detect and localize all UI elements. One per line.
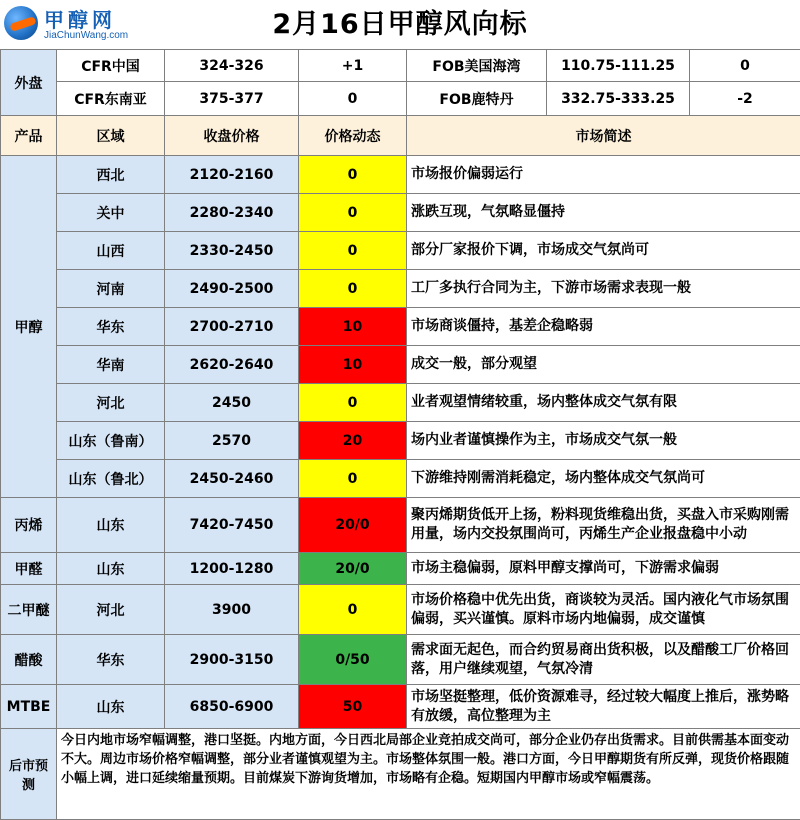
logo-english-name: JiaChunWang.com [44, 30, 128, 41]
column-header-region: 区域 [57, 116, 165, 156]
price-cell: 2900-3150 [165, 635, 299, 685]
outer-cell: CFR东南亚 [57, 82, 165, 116]
price-cell: 1200-1280 [165, 553, 299, 585]
region-cell: 山西 [57, 232, 165, 270]
description-cell: 成交一般，部分观望 [407, 346, 800, 384]
forecast-text: 今日内地市场窄幅调整，港口坚挺。内地方面，今日西北局部企业竞拍成交尚可，部分企业仍存出货需求。目前供需基本面变动不大。周边市场价格窄幅调整，部分业者谨慎观望为主。市场整体氛围一般。港口方面，今日甲醇期货有所反弹，现货价格跟随小幅上调，进口延续缩量预期。目前煤炭下游询货增加，市场略有企稳。短期国内甲醇市场或窄幅震荡。 [57, 729, 800, 820]
outer-cell: 324-326 [165, 50, 299, 82]
column-header-row [1, 116, 800, 156]
change-cell: 10 [299, 308, 407, 346]
description-cell: 市场价格稳中优先出货，商谈较为灵活。国内液化气市场氛围偏弱，买兴谨慎。原料市场内地偏弱，成交谨慎 [407, 585, 800, 635]
forecast-row [1, 729, 800, 820]
region-cell: 河北 [57, 384, 165, 422]
price-cell: 7420-7450 [165, 498, 299, 553]
price-cell: 2620-2640 [165, 346, 299, 384]
table-row [1, 422, 800, 460]
description-cell: 业者观望情绪较重，场内整体成交气氛有限 [407, 384, 800, 422]
region-cell: 华南 [57, 346, 165, 384]
outer-cell: 332.75-333.25 [547, 82, 690, 116]
product-label: 二甲醚 [1, 585, 57, 635]
price-cell: 2330-2450 [165, 232, 299, 270]
price-cell: 2280-2340 [165, 194, 299, 232]
product-label: MTBE [1, 685, 57, 729]
column-header-description: 市场简述 [407, 116, 800, 156]
region-cell: 山东 [57, 498, 165, 553]
table-row [1, 460, 800, 498]
region-cell: 河南 [57, 270, 165, 308]
outer-cell: 0 [690, 50, 800, 82]
change-cell: 0 [299, 194, 407, 232]
region-cell: 华东 [57, 635, 165, 685]
change-cell: 20 [299, 422, 407, 460]
description-cell: 市场坚挺整理，低价资源难寻，经过较大幅度上推后，涨势略有放缓，高位整理为主 [407, 685, 800, 729]
outer-cell: 110.75-111.25 [547, 50, 690, 82]
table-row [1, 232, 800, 270]
forecast-label: 后市预测 [1, 729, 57, 820]
outer-cell: 0 [299, 82, 407, 116]
change-cell: 0 [299, 384, 407, 422]
description-cell: 需求面无起色，而合约贸易商出货积极，以及醋酸工厂价格回落，用户继续观望，气氛冷清 [407, 635, 800, 685]
price-cell: 2120-2160 [165, 156, 299, 194]
outer-cell: FOB鹿特丹 [407, 82, 547, 116]
table-row [1, 194, 800, 232]
table-row [1, 346, 800, 384]
region-cell: 华东 [57, 308, 165, 346]
description-cell: 下游维持刚需消耗稳定，场内整体成交气氛尚可 [407, 460, 800, 498]
outer-cell: -2 [690, 82, 800, 116]
price-cell: 2700-2710 [165, 308, 299, 346]
price-cell: 6850-6900 [165, 685, 299, 729]
price-cell: 2490-2500 [165, 270, 299, 308]
outer-cell: FOB美国海湾 [407, 50, 547, 82]
region-cell: 山东 [57, 685, 165, 729]
region-cell: 河北 [57, 585, 165, 635]
change-cell: 50 [299, 685, 407, 729]
page-title: 2月16日甲醇风向标 [0, 0, 800, 49]
description-cell: 工厂多执行合同为主，下游市场需求表现一般 [407, 270, 800, 308]
change-cell: 0 [299, 585, 407, 635]
description-cell: 市场报价偏弱运行 [407, 156, 800, 194]
table-row [1, 685, 800, 729]
table-row [1, 498, 800, 553]
product-label-methanol: 甲醇 [1, 156, 57, 498]
description-cell: 市场主稳偏弱，原料甲醇支撑尚可，下游需求偏弱 [407, 553, 800, 585]
outer-market-label: 外盘 [1, 50, 57, 116]
change-cell: 10 [299, 346, 407, 384]
change-cell: 20/0 [299, 498, 407, 553]
region-cell: 西北 [57, 156, 165, 194]
methanol-indicator-table [0, 49, 800, 820]
price-cell: 2450-2460 [165, 460, 299, 498]
change-cell: 0 [299, 156, 407, 194]
price-cell: 3900 [165, 585, 299, 635]
table-row [1, 553, 800, 585]
table-row [1, 585, 800, 635]
table-row [1, 270, 800, 308]
logo-chinese-name: 甲醇网 [44, 4, 116, 33]
column-header-change: 价格动态 [299, 116, 407, 156]
price-cell: 2570 [165, 422, 299, 460]
change-cell: 0 [299, 232, 407, 270]
column-header-price: 收盘价格 [165, 116, 299, 156]
region-cell: 山东 [57, 553, 165, 585]
table-row [1, 635, 800, 685]
description-cell: 涨跌互现，气氛略显僵持 [407, 194, 800, 232]
price-cell: 2450 [165, 384, 299, 422]
change-cell: 20/0 [299, 553, 407, 585]
column-header-product: 产品 [1, 116, 57, 156]
description-cell: 聚丙烯期货低开上扬，粉料现货维稳出货，买盘入市采购刚需用量，场内交投氛围尚可，丙烯生产企业报盘稳中小动 [407, 498, 800, 553]
description-cell: 场内业者谨慎操作为主，市场成交气氛一般 [407, 422, 800, 460]
table-row [1, 308, 800, 346]
outer-row-1 [1, 50, 800, 82]
product-label: 甲醛 [1, 553, 57, 585]
change-cell: 0 [299, 460, 407, 498]
outer-cell: CFR中国 [57, 50, 165, 82]
outer-cell: 375-377 [165, 82, 299, 116]
product-label: 醋酸 [1, 635, 57, 685]
region-cell: 山东（鲁北） [57, 460, 165, 498]
change-cell: 0 [299, 270, 407, 308]
description-cell: 市场商谈僵持，基差企稳略弱 [407, 308, 800, 346]
header [0, 0, 800, 49]
description-cell: 部分厂家报价下调，市场成交气氛尚可 [407, 232, 800, 270]
region-cell: 关中 [57, 194, 165, 232]
table-row [1, 156, 800, 194]
region-cell: 山东（鲁南） [57, 422, 165, 460]
table-row [1, 384, 800, 422]
outer-cell: +1 [299, 50, 407, 82]
change-cell: 0/50 [299, 635, 407, 685]
product-label: 丙烯 [1, 498, 57, 553]
outer-row-2 [1, 82, 800, 116]
